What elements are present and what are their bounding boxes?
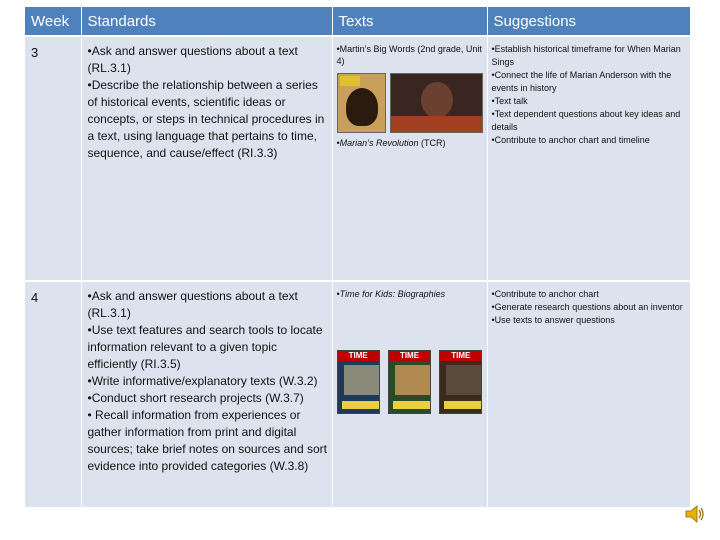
suggestions-cell (487, 36, 690, 281)
suggestion-item: •Use texts to answer questions (491, 315, 615, 325)
week-cell: 3 (25, 36, 81, 281)
table-header-row (25, 7, 690, 36)
standard-item: • Recall information from experiences or gather information from print and digital sources; take brief notes on sources and sort evidence into provided categories (W.3.8) (87, 408, 327, 473)
header-texts: Texts (332, 7, 487, 36)
standard-item: •Use text features and search tools to locate information relevant to a given topic efficiently (RI.3.5) (87, 323, 323, 371)
standard-item: •Conduct short research projects (W.3.7) (87, 391, 304, 405)
standard-item: •Write informative/explanatory texts (W.3.2) (87, 374, 318, 388)
table-row (25, 281, 690, 507)
time-magazine-cover-image: TIME (439, 350, 482, 414)
text-item (337, 137, 483, 149)
text-item: •Martin’s Big Words (2nd grade, Unit 4) (336, 44, 482, 66)
text-item-suffix: (TCR) (418, 138, 446, 148)
marians-revolution-cover-image (390, 73, 483, 133)
suggestion-item: •Establish historical timeframe for When Marian Sings (491, 44, 681, 67)
texts-cell (332, 36, 487, 281)
header-suggestions: Suggestions (487, 7, 690, 36)
suggestion-item: •Contribute to anchor chart and timeline (491, 135, 650, 145)
texts-cell (332, 281, 487, 507)
header-standards: Standards (81, 7, 332, 36)
standard-item: •Describe the relationship between a series of historical events, scientific ideas or concepts, or steps in technical procedures in a text, using language that pertains to time, sequence, and cause/effect (RI.3.3) (87, 78, 325, 160)
standard-item: •Ask and answer questions about a text (RL.3.1) (87, 289, 298, 320)
text-item-title: •Marian’s Revolution (336, 138, 419, 148)
speaker-icon[interactable] (684, 503, 706, 525)
time-magazine-cover-image: TIME (337, 350, 380, 414)
suggestion-item: •Connect the life of Marian Anderson with the events in history (491, 70, 672, 93)
suggestion-item: •Text dependent questions about key ideas and details (491, 109, 681, 132)
standard-item: •Ask and answer questions about a text (RL.3.1) (87, 44, 298, 75)
magazine-covers (337, 350, 483, 414)
header-week: Week (25, 7, 81, 36)
standards-cell (81, 36, 332, 281)
text-item-title: •Time for Kids: Biographies (336, 289, 446, 299)
suggestion-item: •Generate research questions about an inventor (491, 302, 683, 312)
suggestion-item: •Contribute to anchor chart (491, 289, 599, 299)
text-item (337, 288, 483, 300)
curriculum-table (25, 7, 691, 507)
martins-big-words-cover-image (337, 73, 386, 133)
suggestions-cell (487, 281, 690, 507)
time-magazine-cover-image: TIME (388, 350, 431, 414)
week-cell: 4 (25, 281, 81, 507)
table-row (25, 36, 690, 281)
suggestion-item: •Text talk (491, 96, 528, 106)
standards-cell (81, 281, 332, 507)
book-covers (337, 73, 483, 133)
